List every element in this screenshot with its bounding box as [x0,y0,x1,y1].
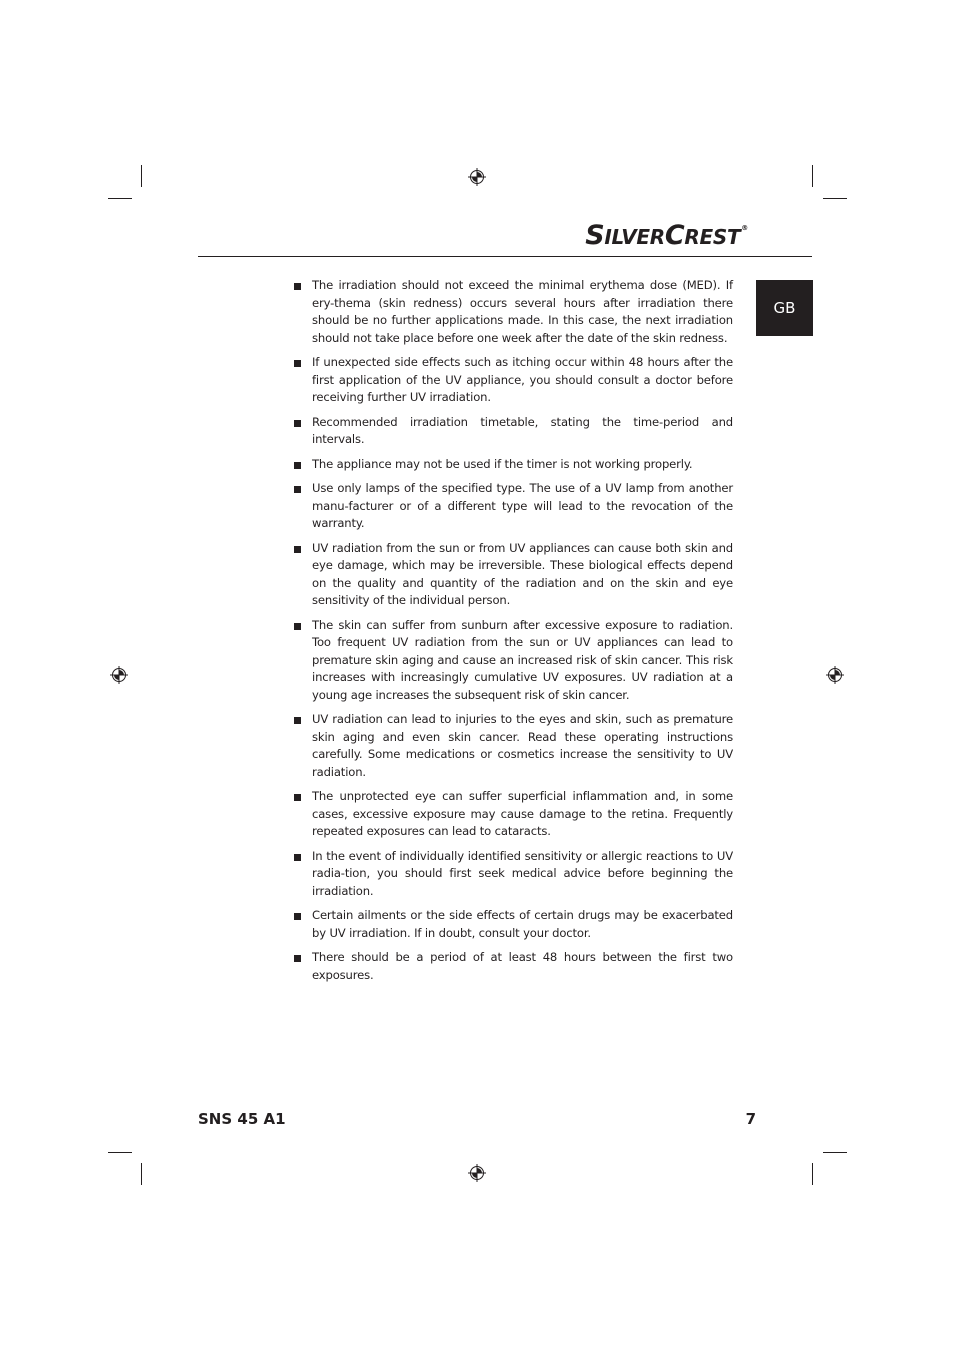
square-bullet-icon [294,955,301,962]
list-item [292,949,733,984]
silvercrest-logo [585,222,748,249]
list-item-text: If unexpected side effects such as itching occur within 48 hours after the first application of the UV appliance, you should consult a doctor before receiving further UV irradiation. [312,355,733,404]
list-item [292,907,733,942]
crop-mark-top-left-horizontal [108,198,132,199]
list-item [292,848,733,901]
square-bullet-icon [294,623,301,630]
registration-target-icon [826,666,844,684]
logo-part: ILVER [604,225,665,249]
list-item-text: Recommended irradiation timetable, stating the time-period and intervals. [312,414,733,446]
safety-instructions-list [292,277,733,991]
square-bullet-icon [294,854,301,861]
logo-part: S [585,220,605,251]
registration-target-icon [468,168,486,186]
list-item-text: The irradiation should not exceed the minimal erythema dose (MED). If ery-thema (skin redness) occurs several hours after irradiation there should be no further applications made. In this case, the next irradiation should not take place before one week after the date of the skin redness. [312,278,733,345]
list-item [292,617,733,705]
header-divider [198,256,812,257]
page-number: 7 [745,1110,756,1128]
registration-target-icon [468,1164,486,1182]
square-bullet-icon [294,420,301,427]
crop-mark-top-left-vertical [141,165,142,187]
list-item-text: UV radiation can lead to injuries to the eyes and skin, such as premature skin aging and even skin cancer. Read these operating instructions carefully. Some medications or cosmetics increase the sensitivity to UV radiation. [312,712,733,779]
model-number: SNS 45 A1 [198,1110,286,1128]
list-item-text: In the event of individually identified sensitivity or allergic reactions to UV radia-tion, you should first seek medical advice before beginning the irradiation. [312,848,733,898]
list-item-text: UV radiation from the sun or from UV appliances can cause both skin and eye damage, which may be irreversible. These biological effects depend on the quality and quantity of the radiation and on the skin and eye sensitivity of the individual person. [312,540,733,607]
registration-target-icon [110,666,128,684]
list-item [292,414,733,449]
crop-mark-bottom-left-vertical [141,1163,142,1185]
square-bullet-icon [294,360,301,367]
square-bullet-icon [294,794,301,801]
list-item [292,354,733,407]
crop-mark-bottom-right-vertical [812,1163,813,1185]
logo-part: REST [684,225,741,249]
list-item [292,540,733,610]
crop-mark-top-right-horizontal [823,198,847,199]
list-item-text: Certain ailments or the side effects of certain drugs may be exacerbated by UV irradiation. If in doubt, consult your doctor. [312,908,733,940]
list-item [292,277,733,347]
crop-mark-bottom-left-horizontal [108,1152,132,1153]
language-tab: GB [756,280,813,336]
list-item-text: The unprotected eye can suffer superficial inflammation and, in some cases, excessive exposure may cause damage to the retina. Frequently repeated exposures can lead to cataracts. [312,789,733,838]
list-item-text: There should be a period of at least 48 hours between the first two exposures. [312,950,733,982]
square-bullet-icon [294,546,301,553]
list-item-text: Use only lamps of the specified type. The use of a UV lamp from another manu-facturer or of a different type will lead to the revocation of the warranty. [312,481,733,530]
square-bullet-icon [294,283,301,290]
crop-mark-top-right-vertical [812,165,813,187]
list-item [292,480,733,533]
crop-mark-bottom-right-horizontal [823,1152,847,1153]
list-item [292,711,733,781]
registered-mark: ® [741,224,748,232]
square-bullet-icon [294,717,301,724]
logo-part: C [664,220,685,251]
list-item-text: The appliance may not be used if the timer is not working properly. [312,456,693,471]
square-bullet-icon [294,462,301,469]
list-item [292,788,733,841]
square-bullet-icon [294,913,301,920]
square-bullet-icon [294,486,301,493]
list-item-text: The skin can suffer from sunburn after excessive exposure to radiation. Too frequent UV radiation from the sun or UV appliances can lead to premature skin aging and cause an increased risk of skin cancer. This risk increases with increasingly cumulative UV exposures. UV radiation at a young age increases the subsequent risk of skin cancer. [312,617,733,702]
list-item [292,456,733,474]
